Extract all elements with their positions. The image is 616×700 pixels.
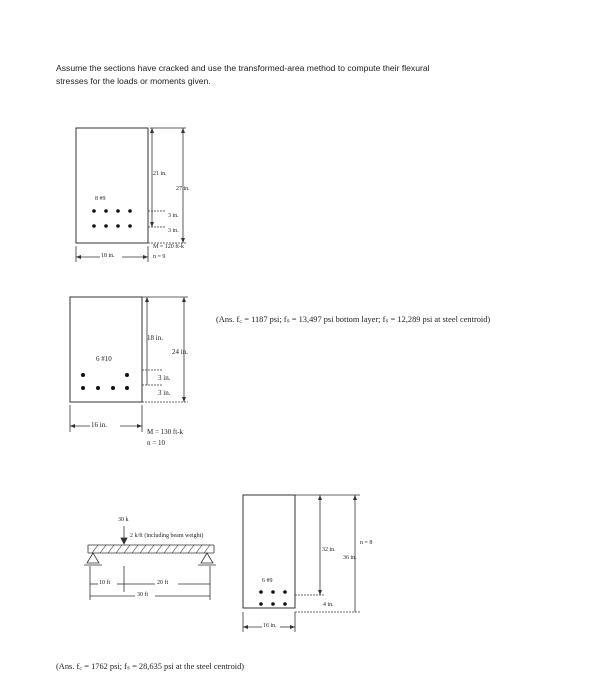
- problem-line-1: Assume the sections have cracked and use the transformed-area method to compute their flexural: [56, 63, 430, 73]
- fig2-total-depth-label: 24 in.: [172, 348, 188, 356]
- fig3-span-left-label: 10 ft: [99, 580, 111, 586]
- fig3-n-label: n = 8: [360, 540, 373, 546]
- fig3-answer: (Ans. f꜀ = 1762 psi; fₛ = 28,635 psi at the steel centroid): [56, 662, 245, 671]
- fig1-n-label: n = 9: [153, 254, 166, 260]
- fig2-spacing-top-label: 3 in.: [158, 374, 171, 382]
- fig3-point-load-label: 30 k: [118, 517, 129, 523]
- fig3-span-right-label: 20 ft: [157, 580, 169, 586]
- fig3-span-total-label: 30 ft: [137, 592, 149, 598]
- fig3-bars-label: 6 #9: [262, 578, 273, 584]
- beam-section-3: [243, 495, 295, 608]
- fig2-moment-label: M = 130 ft-k: [147, 428, 184, 436]
- fig1-total-depth-label: 27 in.: [176, 186, 190, 192]
- fig2-n-label: n = 10: [147, 439, 165, 447]
- fig3-width-label: 16 in.: [263, 623, 277, 629]
- fig1-bars-label: 8 #9: [95, 196, 106, 202]
- fig3-total-depth-label: 36 in.: [343, 555, 357, 561]
- fig2-bars-label: 6 #10: [96, 355, 112, 363]
- fig2-depth-label: 18 in.: [147, 334, 163, 342]
- fig2-spacing-bottom-label: 3 in.: [158, 389, 171, 397]
- fig3-cover-label: 4 in.: [323, 602, 334, 608]
- fig2-answer: (Ans. f꜀ = 1187 psi; fₛ = 13,497 psi bottom layer; fₛ = 12,289 psi at steel centroid): [216, 315, 491, 324]
- fig3-depth-label: 32 in.: [322, 547, 336, 553]
- fig1-spacing-top-label: 3 in.: [168, 213, 179, 219]
- fig2-width-label: 16 in.: [91, 421, 107, 429]
- fig1-depth-label: 21 in.: [153, 171, 167, 177]
- fig1-width-label: 18 in.: [101, 253, 115, 259]
- problem-line-2: stresses for the loads or moments given.: [56, 76, 211, 86]
- fig1-spacing-bottom-label: 3 in.: [168, 228, 179, 234]
- fig1-moment-label: M = 120 ft-k: [153, 244, 184, 250]
- beam-section-2: [70, 297, 142, 402]
- fig3-distributed-load-label: 2 k/ft (including beam weight): [130, 533, 204, 539]
- beam-section-1: [76, 128, 148, 243]
